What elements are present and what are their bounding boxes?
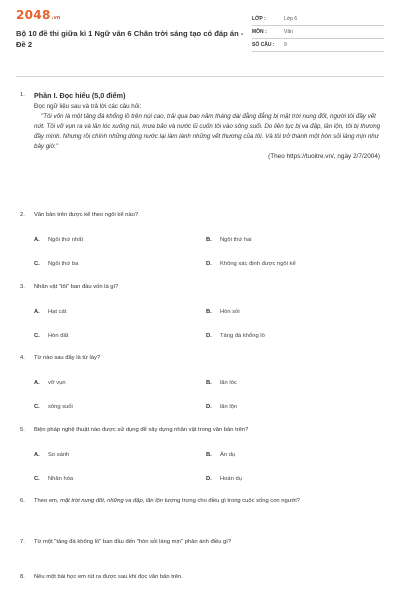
option-b[interactable]	[206, 379, 378, 403]
option-letter: B.	[206, 451, 212, 458]
meta-row-subject	[252, 26, 384, 39]
option-text: Ngôi thứ ba	[48, 260, 79, 267]
option-text: Nhân hóa	[48, 475, 74, 482]
option-text: So sánh	[48, 451, 70, 458]
option-text: Hạt cát	[48, 308, 67, 315]
option-letter: D.	[206, 260, 212, 267]
option-text: lăn lóc	[220, 379, 237, 386]
option-d[interactable]	[206, 260, 378, 284]
option-letter: A.	[34, 308, 40, 315]
exam-meta-table	[252, 13, 384, 52]
question-2	[16, 211, 384, 284]
option-letter: B.	[206, 379, 212, 386]
question-text: Văn bản trên được kể theo ngôi kể nào?	[34, 211, 139, 218]
option-text: lăn lộn	[220, 403, 238, 410]
question-text: Nhân vật "tôi" ban đầu vốn là gì?	[34, 283, 119, 290]
question-number: 5.	[20, 426, 25, 433]
question-number: 2.	[20, 211, 25, 218]
option-letter: D.	[206, 475, 212, 482]
page-header	[16, 8, 384, 76]
answer-options	[34, 451, 384, 499]
question-7	[16, 538, 384, 547]
option-a[interactable]	[34, 379, 206, 403]
question-text: Từ nào sau đây là từ láy?	[34, 354, 101, 361]
option-text: Tảng đá khổng lồ	[220, 332, 265, 339]
part-title: Phần I. Đọc hiểu (5,0 điểm)	[34, 90, 126, 100]
question-8	[16, 573, 384, 582]
option-letter: A.	[34, 379, 40, 386]
document-title: Bộ 10 đề thi giữa kì 1 Ngữ văn 6 Chân trời sáng tạo có đáp án - Đề 2	[16, 29, 244, 49]
meta-row-grade	[252, 13, 384, 26]
option-letter: C.	[34, 475, 40, 482]
meta-value: 9	[284, 42, 287, 48]
option-text: Ẩn dụ	[220, 451, 236, 458]
option-a[interactable]	[34, 236, 206, 260]
question-text: Từ một "tảng đá khổng lồ" ban đầu đến "hòn sỏi láng mịn" phản ánh điều gì?	[34, 538, 232, 545]
option-d[interactable]	[206, 403, 378, 427]
header-left	[16, 8, 252, 50]
logo-text: 2048	[16, 8, 51, 22]
question-3	[16, 283, 384, 356]
question-text-italic: mặt trời nung đốt, những va đập, lăn lộn	[60, 497, 164, 504]
question-number: 4.	[20, 354, 25, 361]
option-b[interactable]	[206, 308, 378, 332]
meta-value: Lớp 6	[284, 16, 298, 22]
question-number: 1.	[20, 91, 25, 98]
meta-key: SỐ CÂU :	[252, 42, 275, 48]
option-c[interactable]	[34, 332, 206, 356]
question-text	[34, 497, 384, 506]
option-text: sông suối	[48, 403, 73, 410]
site-logo[interactable]	[16, 8, 252, 24]
option-text: Không xác định được ngôi kể	[220, 260, 296, 267]
option-letter: C.	[34, 260, 40, 267]
option-text: Ngôi thứ nhất	[48, 236, 84, 243]
header-divider	[16, 76, 384, 77]
question-instruction: Đọc ngữ liệu sau và trả lời các câu hỏi:	[34, 102, 142, 110]
option-d[interactable]	[206, 332, 378, 356]
option-letter: D.	[206, 403, 212, 410]
option-a[interactable]	[34, 451, 206, 475]
option-b[interactable]	[206, 236, 378, 260]
question-5	[16, 426, 384, 499]
question-text: Biện pháp nghệ thuật nào được sử dụng để xây dựng nhân vật trong văn bản trên?	[34, 426, 249, 433]
option-letter: B.	[206, 236, 212, 243]
option-letter: B.	[206, 308, 212, 315]
meta-value: Văn	[284, 29, 293, 35]
passage-source: (Theo https://tuoitre.vn/, ngày 2/7/2004)	[268, 152, 380, 160]
answer-options	[34, 379, 384, 427]
option-c[interactable]	[34, 475, 206, 499]
option-letter: A.	[34, 451, 40, 458]
option-c[interactable]	[34, 260, 206, 284]
meta-key: LỚP :	[252, 16, 266, 22]
question-number: 3.	[20, 283, 25, 290]
meta-key: MÔN :	[252, 29, 267, 35]
option-text: Hoán dụ	[220, 475, 242, 482]
question-number: 6.	[20, 497, 25, 504]
option-c[interactable]	[34, 403, 206, 427]
option-letter: D.	[206, 332, 212, 339]
answer-options	[34, 308, 384, 356]
question-1	[16, 91, 384, 162]
question-4	[16, 354, 384, 427]
option-text: vỡ vụn	[48, 379, 66, 386]
question-text: Nêu một bài học em rút ra được sau khi đọc văn bản trên.	[34, 573, 183, 580]
logo-domain: .vn	[51, 15, 61, 21]
question-text-part: tượng trưng cho điều gì trong cuộc sống con người?	[163, 497, 300, 504]
question-number: 7.	[20, 538, 25, 545]
question-number: 8.	[20, 573, 25, 580]
option-d[interactable]	[206, 475, 378, 499]
option-text: Hòn đất	[48, 332, 69, 339]
option-letter: C.	[34, 403, 40, 410]
option-text: Ngôi thứ hai	[220, 236, 252, 243]
reading-passage: "Tôi vốn là một tảng đá khổng lồ trên núi cao, trải qua bao năm tháng dài đằng đẵng bị mặt trời nung đốt, người tôi đầy vết nứt. Tôi vỡ vụn ra và lăn lóc xuống núi, mưa bão và nước lũ cuốn tôi vào sông suối. Do liên tục bị va đập, lăn lộn, tôi bị thương đầy mình. Nhưng rồi chính những dòng nước lại làm lành những vết thương của tôi. Và tôi trở thành một hòn sỏi láng mịn như bây giờ."	[34, 112, 381, 150]
option-a[interactable]	[34, 308, 206, 332]
option-text: Hòn sỏi	[220, 308, 240, 315]
option-letter: C.	[34, 332, 40, 339]
option-b[interactable]	[206, 451, 378, 475]
answer-options	[34, 236, 384, 284]
question-text-part: Theo em,	[34, 497, 61, 504]
option-letter: A.	[34, 236, 40, 243]
question-6	[16, 497, 384, 506]
meta-row-question-count	[252, 39, 384, 52]
